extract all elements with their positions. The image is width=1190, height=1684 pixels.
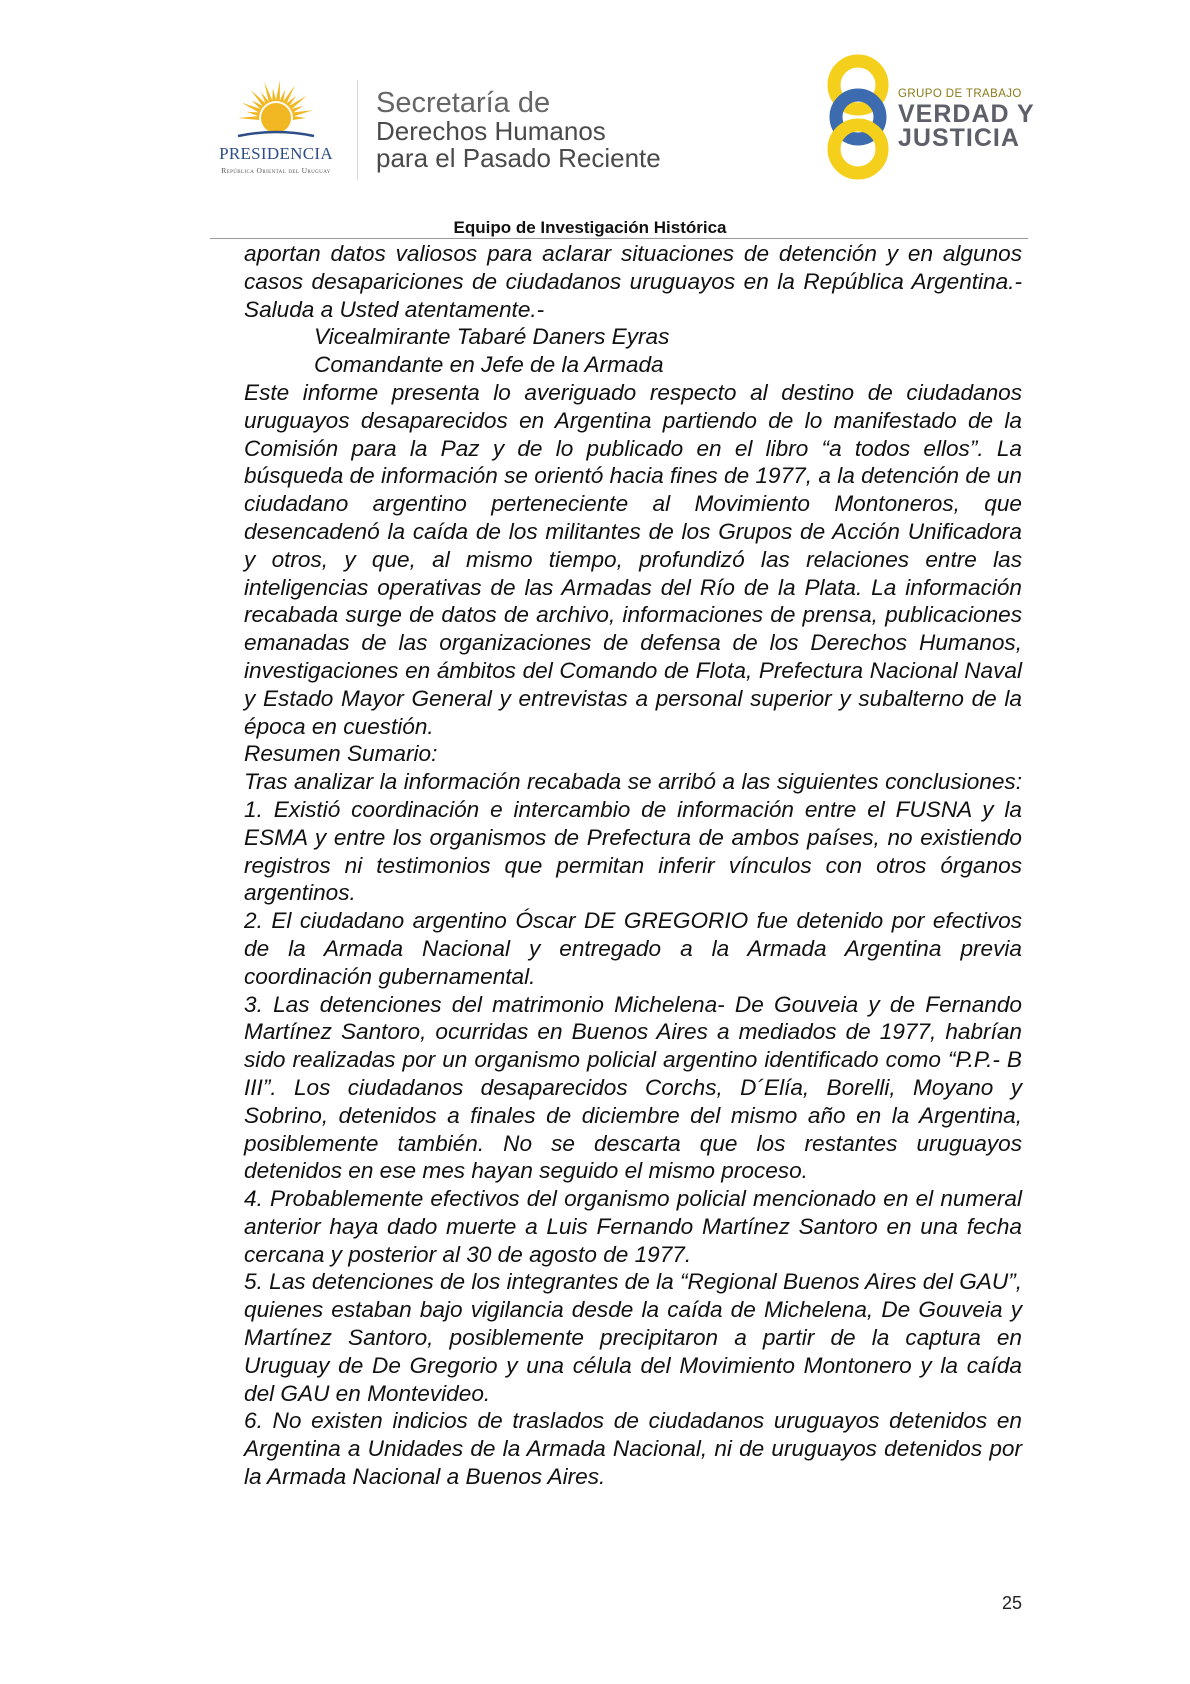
paragraph: Tras analizar la información recabada se arribó a las siguientes conclusiones: 1. Existió coordinación e intercambio de información entre el FUSNA y la ESMA y entre los organismos de Prefectura de ambos países, no existiendo registros ni testimonios que permitan inferir vínculos con otros órganos argentinos. xyxy=(244,769,1022,906)
presidencia-subtitle: República Oriental del Uruguay xyxy=(221,166,331,175)
presidencia-logo xyxy=(196,78,356,178)
document-header xyxy=(0,0,1190,210)
paragraph: 4. Probablemente efectivos del organismo policial mencionado en el numeral anterior haya dado muerte a Luis Fernando Martínez Santoro en una fecha cercana y posterior al 30 de agosto de 1977. xyxy=(244,1186,1022,1267)
page-number: 25 xyxy=(1002,1593,1023,1613)
sun-ray xyxy=(293,116,306,120)
grupo-title-line2: JUSTICIA xyxy=(898,124,1020,152)
paragraph: aportan datos valiosos para aclarar situaciones de detención y en algunos casos desapariciones de ciudadanos uruguayos en la República Argentina.- Saluda a Usted atentamente.- xyxy=(244,241,1022,322)
interlocked-rings-icon xyxy=(820,52,896,182)
uruguay-sun-icon xyxy=(234,78,318,142)
header-rule xyxy=(210,238,1028,239)
presidencia-name: PRESIDENCIA xyxy=(219,144,333,163)
document-body xyxy=(244,240,1022,1491)
paragraph: 5. Las detenciones de los integrantes de la “Regional Buenos Aires del GAU”, quienes estaban bajo vigilancia desde la caída de Michelena, De Gouveia y Martínez Santoro, posiblemente precipitaron a partir de la captura en Uruguay de De Gregorio y una célula del Movimiento Montonero y la caída del GAU en Montevideo. xyxy=(244,1269,1022,1406)
grupo-subtitle: GRUPO DE TRABAJO xyxy=(898,88,1022,100)
paragraph: Este informe presenta lo averiguado respecto al destino de ciudadanos uruguayos desaparecidos en Argentina partiendo de lo manifestado de la Comisión para la Paz y de lo publicado en el libro “a todos ellos”. La búsqueda de información se orientó hacia fines de 1977, a la detención de un ciudadano argentino perteneciente al Movimiento Montoneros, que desencadenó la caída de los militantes de los Grupos de Acción Unificadora y otros, y que, al mismo tiempo, profundizó las relaciones entre las inteligencias operativas de las Armadas del Río de la Plata. La información recabada surge de datos de archivo, informaciones de prensa, publicaciones emanadas de las organizaciones de defensa de los Derechos Humanos, investigaciones en ámbitos del Comando de Flota, Prefectura Nacional Naval y Estado Mayor General y entrevistas a personal superior y subalterno de la época en cuestión. xyxy=(244,379,1022,739)
signature-name: Vicealmirante Tabaré Daners Eyras xyxy=(314,324,670,350)
sun-ray xyxy=(247,112,260,117)
team-name: Equipo de Investigación Histórica xyxy=(453,218,727,237)
sun-ray xyxy=(283,85,295,104)
sun-ray xyxy=(238,116,259,120)
signature-title: Comandante en Jefe de la Armada xyxy=(314,352,664,378)
paragraph: 2. El ciudadano argentino Óscar DE GREGORIO fue detenido por efectivos de la Armada Nacional y entregado a la Armada Argentina previa coordinación gubernamental. xyxy=(244,908,1022,989)
secretaria-line3: para el Pasado Reciente xyxy=(376,143,661,173)
secretaria-title xyxy=(376,88,661,172)
section-heading: Resumen Sumario: xyxy=(244,741,438,767)
secretaria-line1: Secretaría de xyxy=(376,87,551,119)
sun-ray xyxy=(276,80,280,101)
paragraph: 3. Las detenciones del matrimonio Michelena- De Gouveia y de Fernando Martínez Santoro, ocurridas en Buenos Aires a mediados de 1977, habrían sido realizadas por un organismo policial argentino identificado como “P.P.- B III”. Los ciudadanos desaparecidos Corchs, D´Elía, Borelli, Moyano y Sobrino, detenidos a finales de diciembre del mismo año en la Argentina, posiblemente también. No se descarta que los restantes uruguayos detenidos en ese mes hayan seguido el mismo proceso. xyxy=(244,991,1022,1184)
secretaria-line2: Derechos Humanos xyxy=(376,116,606,146)
header-divider xyxy=(357,80,358,180)
paragraph: 6. No existen indicios de traslados de ciudadanos uruguayos detenidos en Argentina a Unidades de la Armada Nacional, ni de uruguayos detenidos por la Armada Nacional a Buenos Aires. xyxy=(244,1408,1022,1490)
sun-ray xyxy=(272,88,276,101)
grupo-verdad-justicia-logo xyxy=(820,52,1050,182)
grupo-title xyxy=(898,102,1035,150)
grupo-title-line1: VERDAD Y xyxy=(898,100,1035,128)
